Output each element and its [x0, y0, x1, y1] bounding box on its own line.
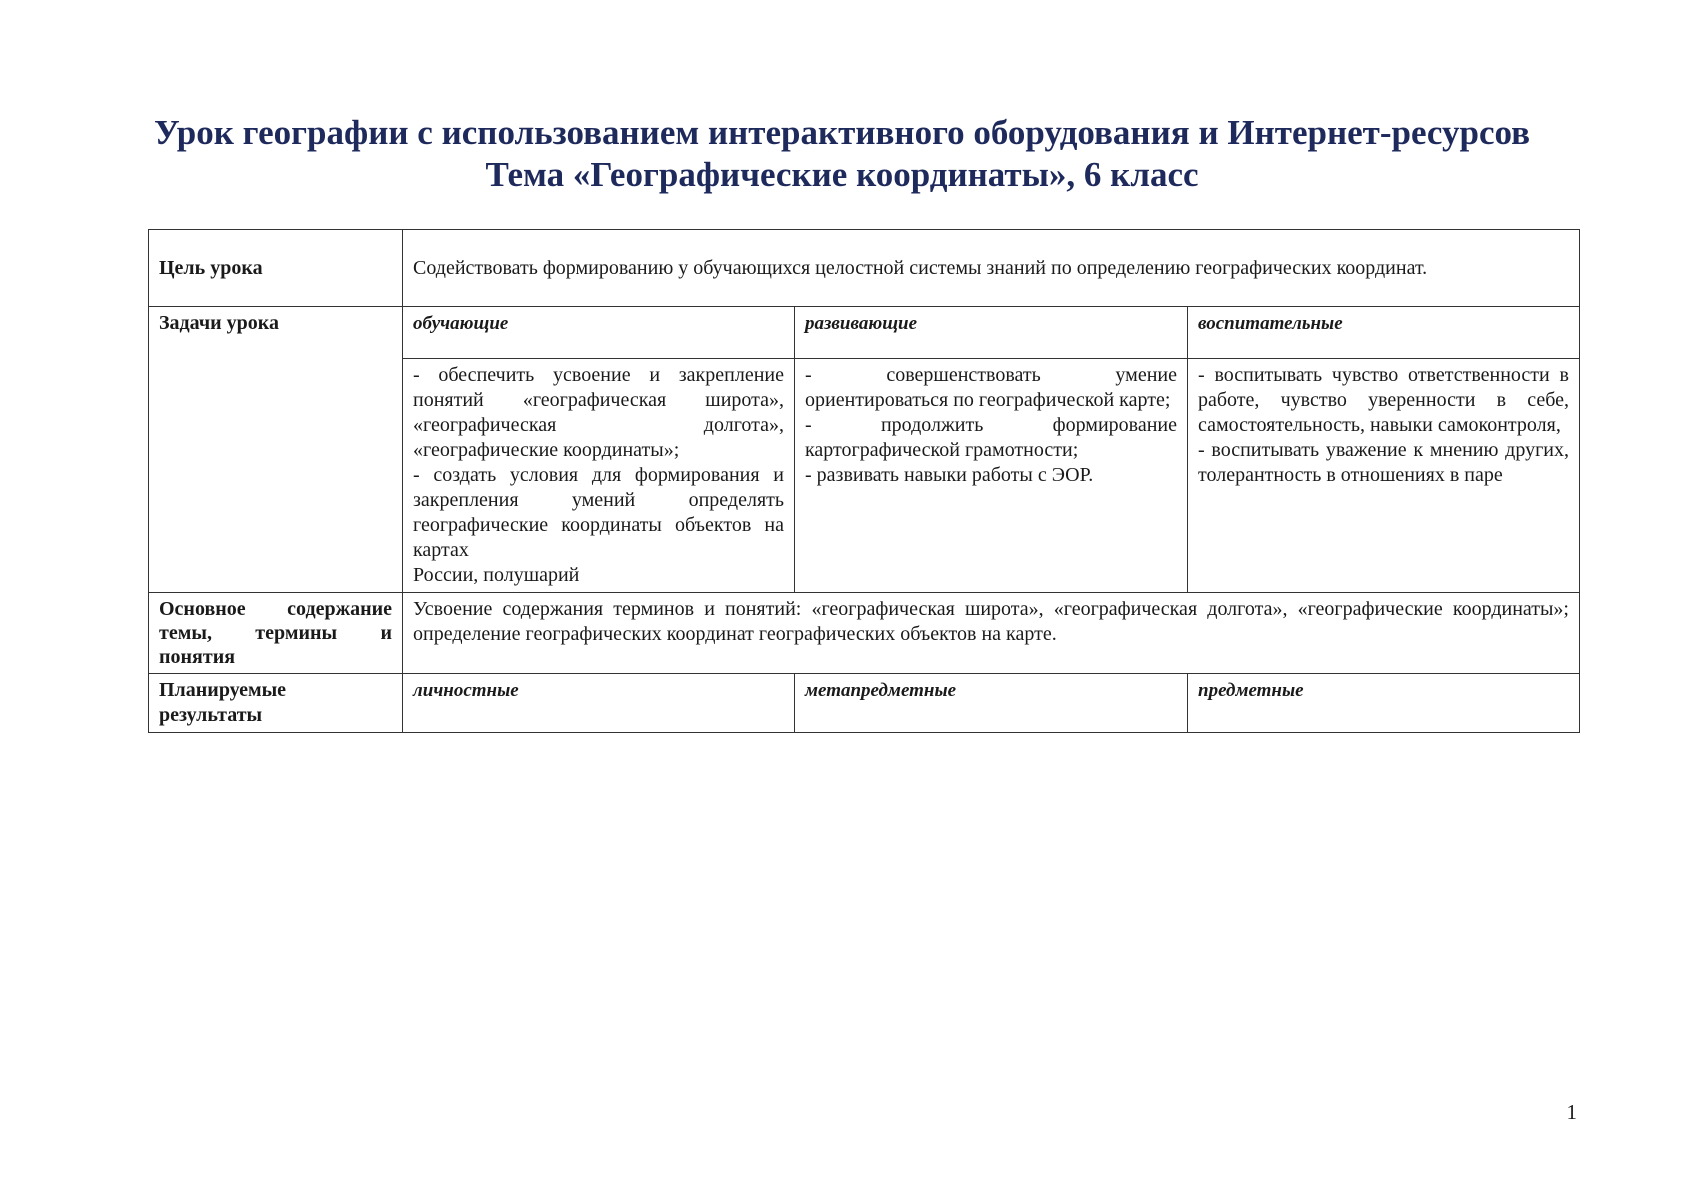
content-text: Усвоение содержания терминов и понятий: «географическая широта», «географическая долгота», «географические координаты»; определение географических координат географических объектов на карте.: [403, 593, 1580, 674]
tasks-developing-item: - продолжить формирование картографической грамотности;: [805, 414, 1177, 461]
lesson-plan-table: [148, 229, 1580, 733]
goal-text: Содействовать формированию у обучающихся целостной системы знаний по определению географических координат.: [403, 230, 1580, 307]
title-line-1: Урок географии с использованием интерактивного оборудования и Интернет-ресурсов: [153, 113, 1531, 152]
tasks-developing-item: - совершенствовать умение ориентироваться по географической карте;: [805, 364, 1177, 411]
table-row-content: [149, 593, 1580, 674]
tasks-educational-item: - воспитывать чувство ответственности в работе, чувство уверенности в себе, самостоятельность, навыки самоконтроля,: [1198, 364, 1569, 436]
results-head-metasubject: метапредметные: [795, 674, 1188, 733]
page-number: 1: [1566, 1100, 1577, 1124]
tasks-educational-item: - воспитывать уважение к мнению других, толерантность в отношениях в паре: [1198, 439, 1569, 486]
tasks-educational-cell: [1188, 359, 1580, 593]
results-head-subject: предметные: [1188, 674, 1580, 733]
tasks-head-teaching: обучающие: [403, 307, 795, 359]
results-label: Планируемые результаты: [149, 674, 403, 733]
title-line-2: Тема «Географические координаты», 6 класс: [485, 155, 1199, 194]
table-row-tasks-head: [149, 307, 1580, 359]
tasks-head-developing: развивающие: [795, 307, 1188, 359]
tasks-developing-cell: [795, 359, 1188, 593]
tasks-head-educational: воспитательные: [1188, 307, 1580, 359]
table-row-goal: [149, 230, 1580, 307]
goal-label: Цель урока: [149, 230, 403, 307]
tasks-teaching-cell: [403, 359, 795, 593]
page-title: [0, 112, 1684, 196]
tasks-developing-item: - развивать навыки работы с ЭОР.: [805, 464, 1094, 486]
tasks-teaching-item: России, полушарий: [413, 564, 580, 586]
tasks-teaching-item: - обеспечить усвоение и закрепление понятий «географическая широта», «географическая долгота», «географические координаты»;: [413, 364, 784, 461]
content-label: Основное содержание темы, термины и понятия: [149, 593, 403, 674]
tasks-label: Задачи урока: [149, 307, 403, 593]
table-row-results: [149, 674, 1580, 733]
tasks-teaching-item: - создать условия для формирования и закрепления умений определять географические координаты объектов на картах: [413, 464, 784, 561]
results-head-personal: личностные: [403, 674, 795, 733]
